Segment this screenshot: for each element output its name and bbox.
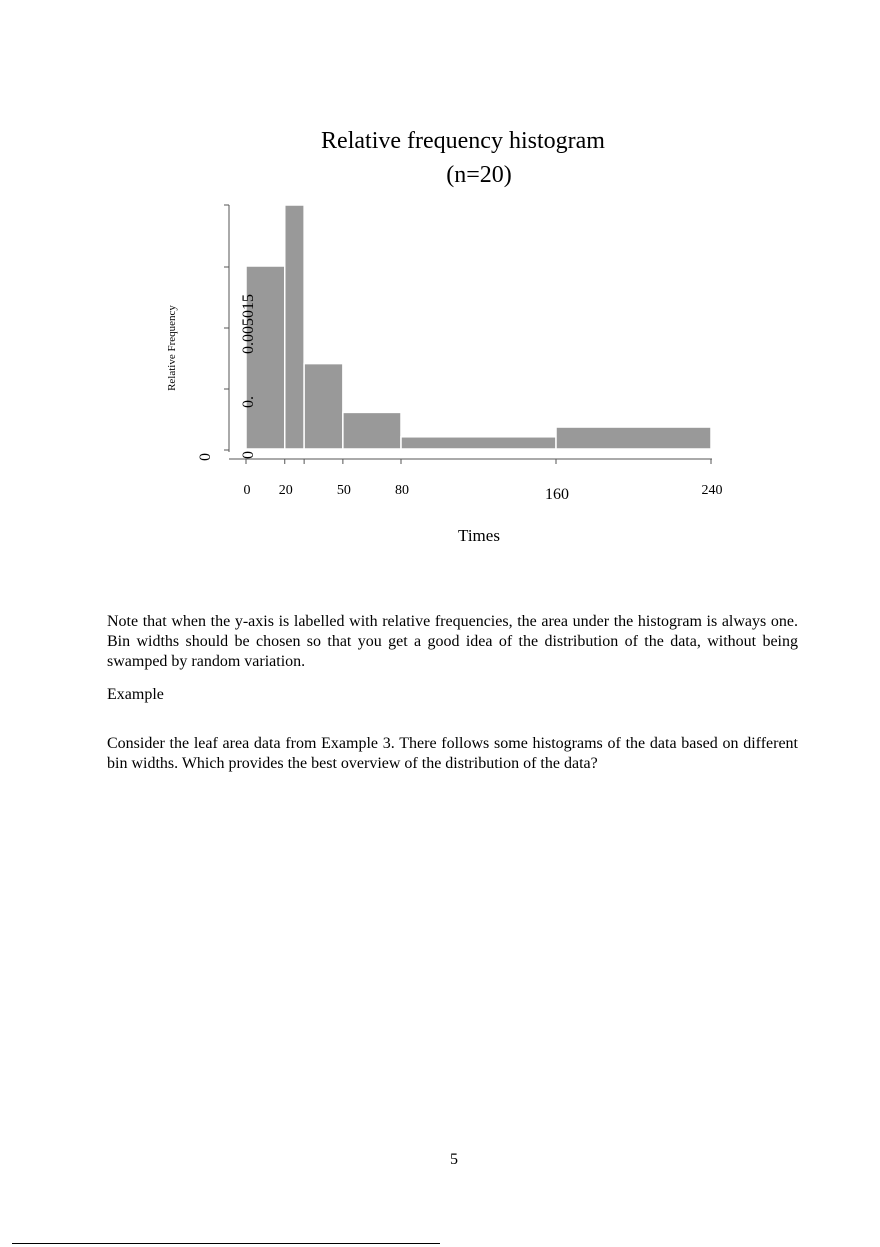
histogram-bar-2 [304, 364, 343, 449]
paragraph-leaf-area: Consider the leaf area data from Example 3. There follows some histograms of the data based on different bin widths. Which provides the best overview of the distribution of the data? [107, 735, 798, 772]
y-tick-label-0: 0 [197, 453, 214, 461]
histogram-figure [0, 0, 880, 560]
x-tick-label-0: 0 [243, 483, 251, 498]
histogram-plot [0, 0, 880, 560]
y-tick-label-2: 0. [240, 396, 257, 408]
page-number: 5 [450, 1151, 458, 1168]
x-tick-label-5: 240 [701, 483, 723, 498]
y-tick-label-3: 0.005015 [240, 294, 257, 354]
x-tick-label-4: 160 [545, 486, 569, 503]
y-axis-title: Relative Frequency [166, 305, 178, 391]
chart-title: Relative frequency histogram [321, 128, 605, 154]
histogram-bar-3 [343, 412, 401, 449]
histogram-bar-4 [401, 437, 556, 449]
histogram-bar-1 [285, 205, 304, 449]
x-tick-label-2: 50 [336, 483, 351, 498]
x-tick-label-1: 20 [278, 483, 293, 498]
histogram-bar-0 [246, 266, 285, 449]
histogram-bar-5 [556, 427, 711, 449]
y-tick-label-1: 0 [240, 451, 257, 459]
example-heading: Example [107, 686, 164, 703]
paragraph-area-note: Note that when the y-axis is labelled with relative frequencies, the area under the histogram is always one. Bin widths should be chosen so that you get a good idea of the distribution of the data, without being swamped by random variation. [107, 613, 798, 670]
chart-subtitle: (n=20) [446, 162, 512, 188]
footer-rule [12, 1243, 440, 1244]
x-tick-label-3: 80 [395, 483, 409, 498]
x-axis-title: Times [458, 526, 500, 545]
